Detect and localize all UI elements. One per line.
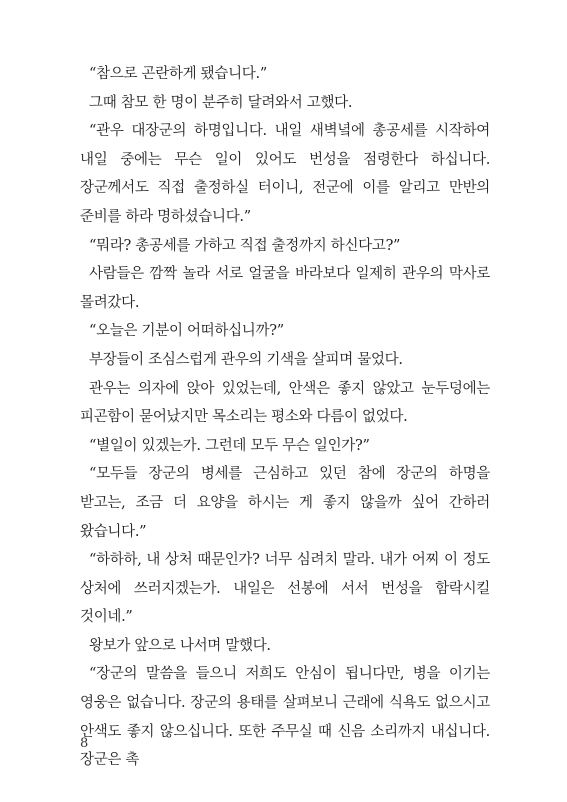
- body-text: [80, 60, 490, 775]
- paragraph: “모두들 장군의 병세를 근심하고 있던 참에 장군의 하명을 받고는, 조금 더 요양을 하시는 게 좋지 않을까 싶어 간하러 왔습니다.”: [80, 466, 490, 540]
- paragraph: 부장들이 조심스럽게 관우의 기색을 살피며 물었다.: [89, 351, 403, 368]
- paragraph: 왕보가 앞으로 나서며 말했다.: [89, 637, 271, 654]
- paragraph: “참으로 곤란하게 됐습니다.”: [89, 66, 267, 82]
- paragraph: 사람들은 깜짝 놀라 서로 얼굴을 바라보다 일제히 관우의 막사로 몰려갔다.: [80, 266, 490, 311]
- paragraph: “하하하, 내 상처 때문인가? 너무 심려치 말라. 내가 어찌 이 정도 상처에 쓰러지겠는가. 내일은 선봉에 서서 번성을 함락시킬 것이네.”: [80, 552, 490, 626]
- page-number: 8: [80, 736, 89, 751]
- paragraph: 관우는 의자에 앉아 있었는데, 안색은 좋지 않았고 눈두덩에는 피곤함이 묻어났지만 목소리는 평소와 다름이 없었다.: [80, 380, 490, 426]
- paragraph: “관우 대장군의 하명입니다. 내일 새벽녘에 총공세를 시작하여 내일 중에는 무슨 일이 있어도 번성을 점령한다 하십니다. 장군께서도 직접 출정하실 터이니, 전군에 이를 알리고 만반의 준비를 하라 명하셨습니다.”: [80, 123, 490, 225]
- paragraph: “뭐라? 총공세를 가하고 직접 출정까지 하신다고?”: [89, 237, 401, 254]
- paragraph: 그때 참모 한 명이 분주히 달려와서 고했다.: [89, 94, 353, 111]
- paragraph: “오늘은 기분이 어떠하십니까?”: [89, 323, 284, 340]
- paragraph: “별일이 있겠는가. 그런데 모두 무슨 일인가?”: [89, 437, 370, 454]
- paragraph: “장군의 말씀을 들으니 저희도 안심이 됩니다만, 병을 이기는 영웅은 없습니다. 장군의 용태를 살펴보니 근래에 식욕도 없으시고 안색도 좋지 않으십니다. 또한 주무실 때 신음 소리까지 내십니다. 장군은 촉: [80, 666, 490, 769]
